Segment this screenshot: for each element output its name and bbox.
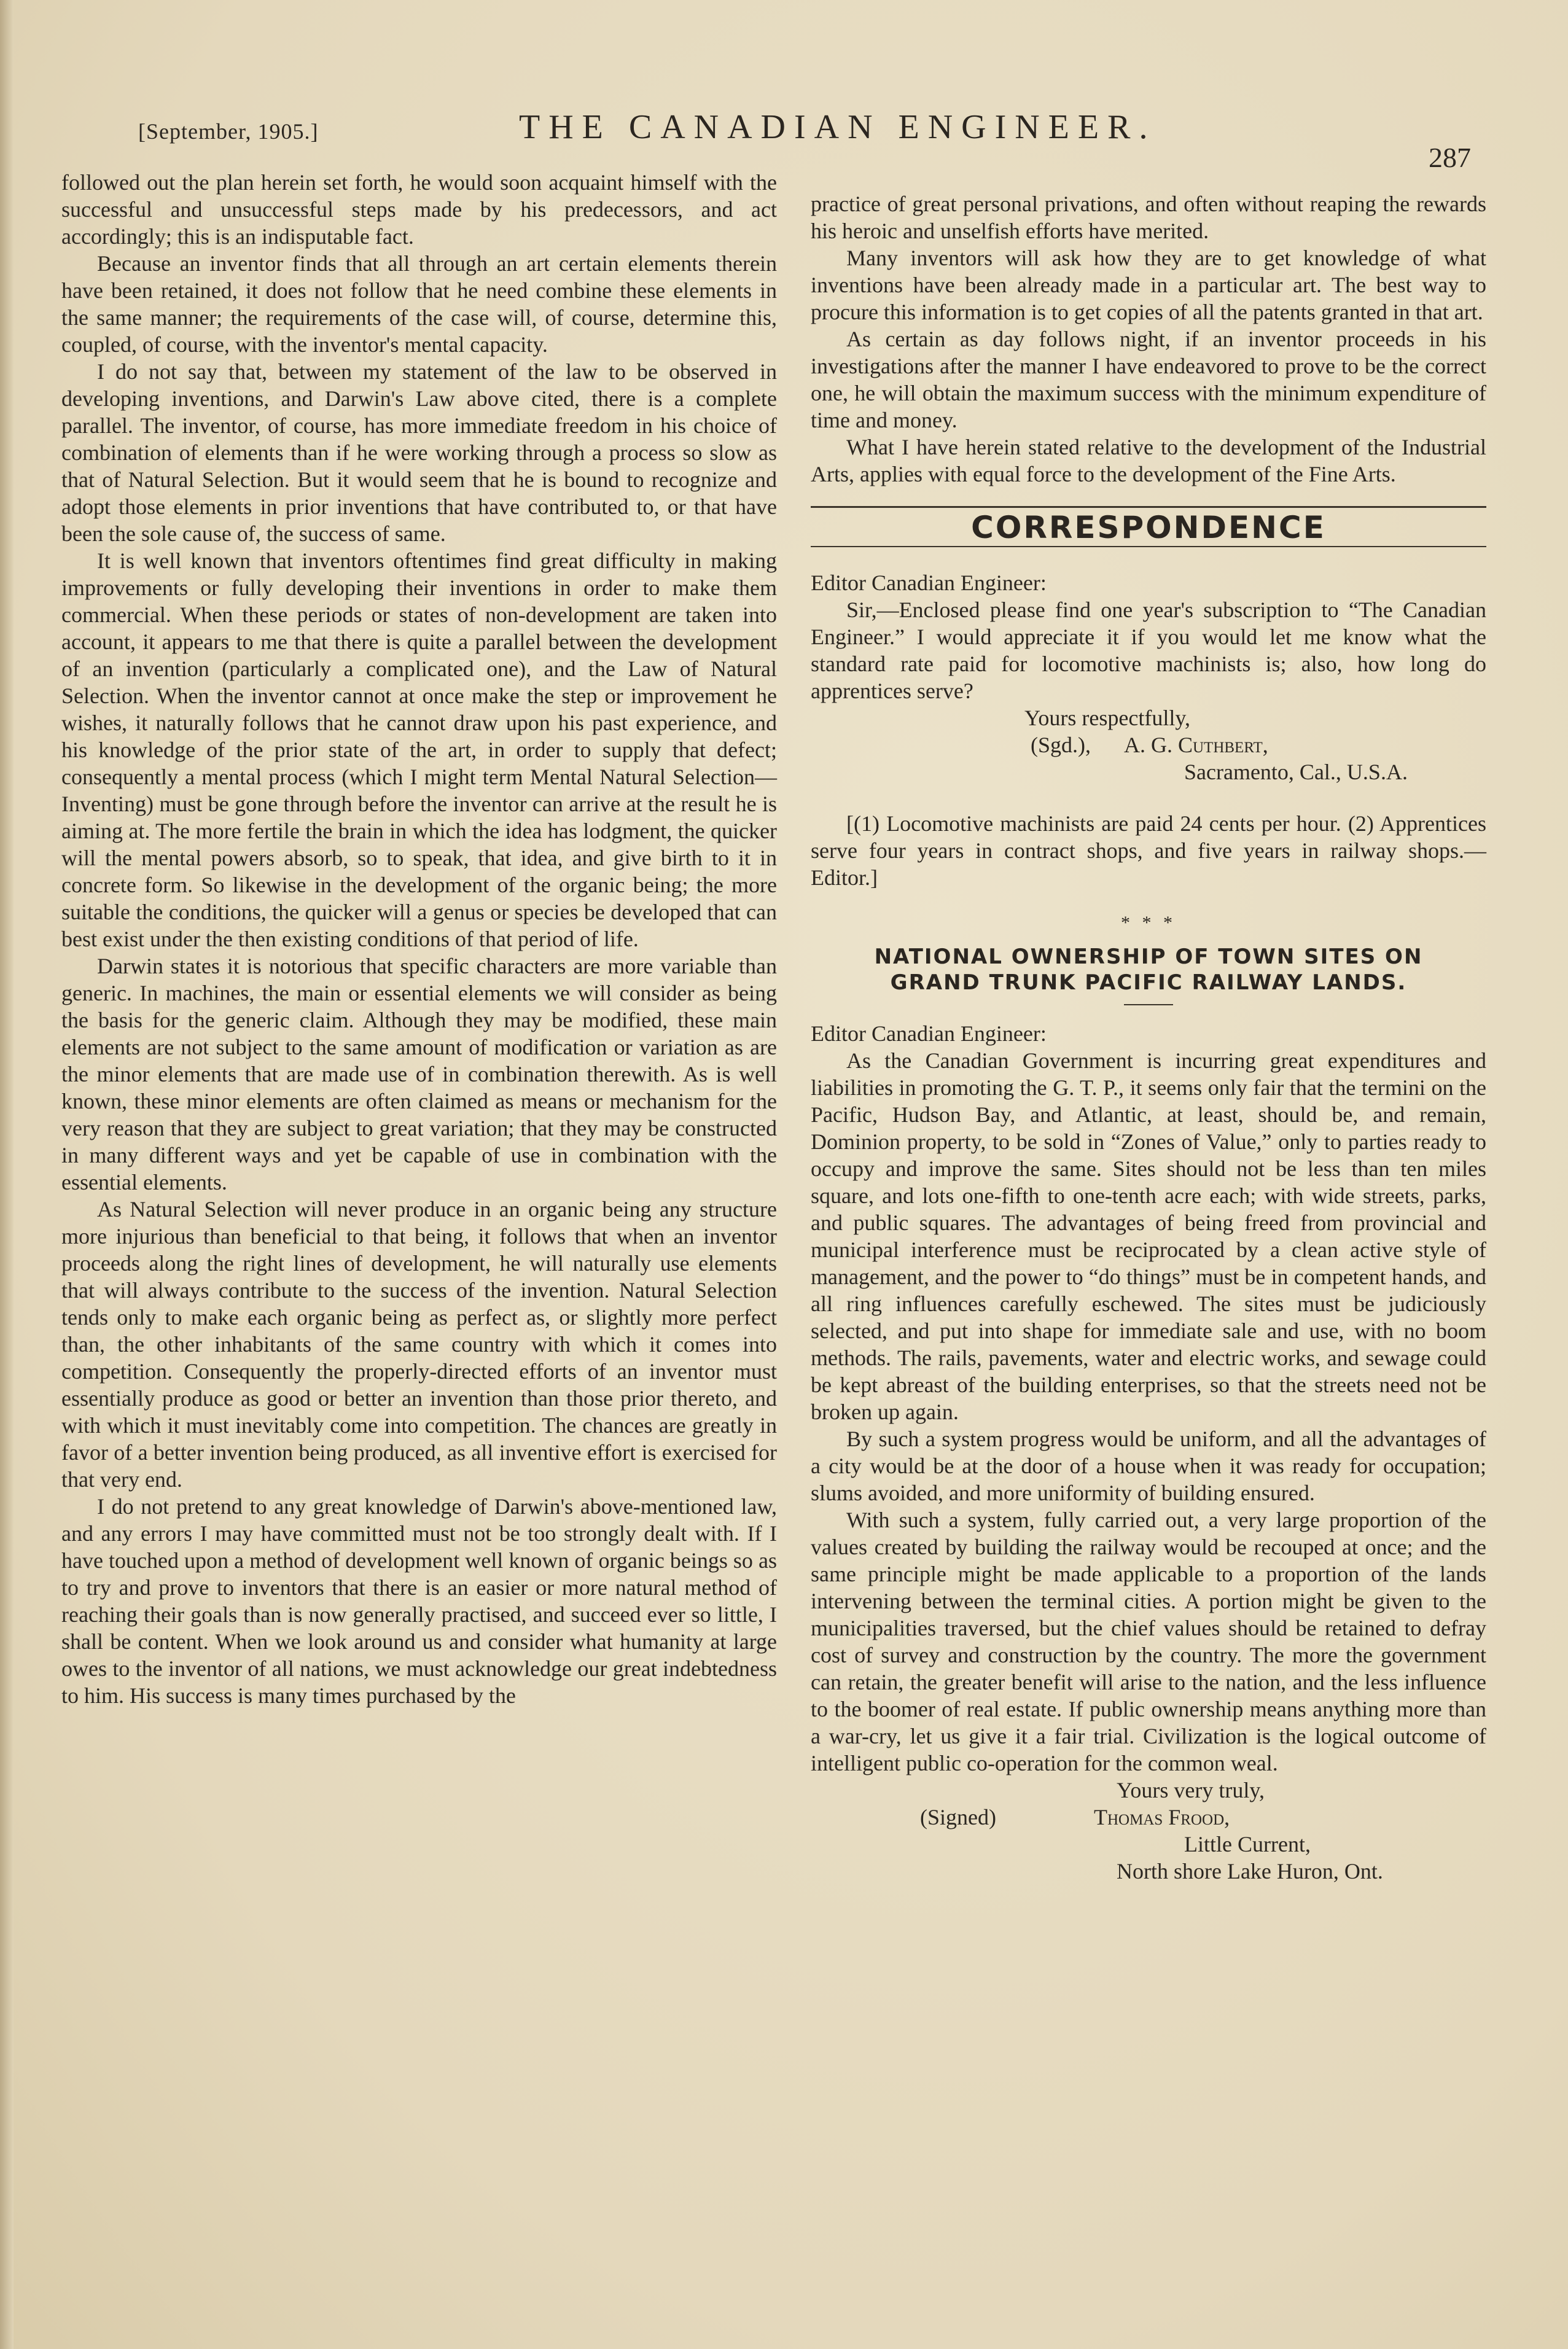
paragraph: Because an inventor finds that all through an art certain elements therein have been retained, it does not follow that he need combine these elements in the same manner; the requirements of the case will, of course, determine this, coupled, of course, with the inventor's mental capacity. [61, 251, 777, 357]
signed-label: (Signed) [920, 1805, 996, 1829]
letter-signature [811, 1804, 1486, 1831]
asterism-separator: * * * [1121, 913, 1176, 933]
signer-place: North shore Lake Huron, Ont. [1117, 1859, 1383, 1883]
signed-label: (Sgd.), [1031, 733, 1091, 757]
page-header [138, 107, 1489, 175]
paragraph: Many inventors will ask how they are to get knowledge of what inventions have been already made in a particular art. The best way to procure this information is to get copies of all the patents granted in that art. [811, 246, 1486, 324]
signer-name: Thomas Frood, [1093, 1805, 1230, 1829]
paragraph: practice of great personal privations, and often without reaping the rewards his heroic and unselfish efforts have merited. [811, 192, 1486, 243]
paragraph: By such a system progress would be uniform, and all the advantages of a city would be at the door of a house when it was ready for occupation; slums avoided, and more uniformity of building ensured. [811, 1427, 1486, 1505]
right-column [811, 190, 1486, 1885]
letter-salutation: Editor Canadian Engineer: [811, 571, 1047, 595]
editor-reply: [(1) Locomotive machinists are paid 24 cents per hour. (2) Apprentices serve four years in contract shops, and five years in railway shops.—Editor.] [811, 811, 1486, 890]
signer-place: Sacramento, Cal., U.S.A. [1184, 760, 1408, 784]
paragraph: As certain as day follows night, if an inventor proceeds in his investigations after the manner I have endeavored to prove to be the correct one, he will obtain the maximum success with the minimum expenditure of time and money. [811, 327, 1486, 432]
paragraph: I do not pretend to any great knowledge of Darwin's above-mentioned law, and any errors I may have committed must not be too strongly dealt with. If I have touched upon a method of development well known of organic beings so as to try and prove to inventors that there is an easier or more natural method of reaching their goals than is now generally practised, and succeed ever so little, I shall be content. When we look around us and consider what humanity at large owes to the inventor of all nations, we must acknowledge our great indebtedness to him. His success is many times purchased by the [61, 1494, 777, 1708]
signer-name: A. G. Cuthbert, [1124, 733, 1268, 757]
paragraph: Darwin states it is notorious that specific characters are more variable than generic. In machines, the main or essential elements we will consider as being the basis for the generic claim. Although they may be modified, these main elements are not subject to the same amount of modification or variation as are the minor elements that are made use of in combination therewith. As is well known, these minor elements are often claimed as means or mechanism for the very reason that they are subject to great variation; that they may be constructed in many different ways and yet be capable of use in combination with the essential elements. [61, 954, 777, 1194]
letter-salutation: Editor Canadian Engineer: [811, 1021, 1047, 1046]
page-number: 287 [1429, 142, 1471, 173]
section-divider [811, 506, 1486, 508]
spacer [811, 785, 1486, 810]
paragraph: As the Canadian Government is incurring great expenditures and liabilities in promoting the G. T. P., it seems only fair that the termini on the Pacific, Hudson Bay, and Atlantic, at least, should be, and remain, Dominion property, to be sold in “Zones of Value,” only to parties ready to occupy and improve the same. Sites should not be less than ten miles square, and lots one-fifth to one-tenth acre each; with wide streets, parks, and public squares. The advantages of being freed from provincial and municipal interference must be reciprocated by a clean active style of management, and the power to “do things” must be in competent hands, and all ring influences carefully eschewed. The sites must be judiciously selected, and put into shape for immediate sale and use, with no boom methods. The rails, pavements, water and electric works, and sewage could be kept abreast of the building enterprises, so that the streets need not be broken up again. [811, 1048, 1486, 1424]
issue-date: [September, 1905.] [138, 119, 319, 144]
paragraph: followed out the plan herein set forth, he would soon acquaint himself with the successful and unsuccessful steps made by his predecessors, and act accordingly; this is an indisputable fact. [61, 170, 777, 249]
paragraph: With such a system, fully carried out, a very large proportion of the values created by building the railway would be recouped at once; and the same principle might be made applicable to a proportion of the lands intervening between the terminal cities. A portion might be given to the municipalities traversed, but the chief values should be retained to defray cost of survey and construction by the country. The more the government can retain, the greater benefit will arise to the nation, and the less influence to the boomer of real estate. If public ownership means anything more than a war-cry, let us give it a fair trial. Civilization is the logical outcome of intelligent public co-operation for the common weal. [811, 1508, 1486, 1775]
article-title-line1: NATIONAL OWNERSHIP OF TOWN SITES ON [874, 945, 1423, 969]
paragraph: As Natural Selection will never produce in an organic being any structure more injurious than beneficial to that being, it follows that when an inventor proceeds along the right lines of development, he will naturally use elements that will always contribute to the success of the invention. Natural Selection tends only to make each organic being as perfect as, or slightly more perfect than, the other inhabitants of the same country with which it comes into competition. Consequently the properly-directed efforts of an inventor must essentially produce as good or better an invention than those prior thereto, and with which it must inevitably come into competition. The chances are greatly in favor of a better invention being produced, as all inventive effort is exercised for that very end. [61, 1197, 777, 1492]
paragraph: I do not say that, between my statement of the law to be observed in developing inventions, and Darwin's Law above cited, there is a complete parallel. The inventor, of course, has more immediate freedom in his choice of combination of elements than if he were working through a process so slow as that of Natural Selection. But it would seem that he is bound to recognize and adopt those elements in prior inventions that have contributed to, or that have been the sole cause of, the success of same. [61, 359, 777, 546]
paragraph: It is well known that inventors oftentimes find great difficulty in making improvements or fully developing their inventions in order to make them commercial. When these periods or states of non-development are taken into account, it appears to me that there is quite a parallel between the development of an invention (particularly a complicated one), and the Law of Natural Selection. When the inventor cannot at once make the step or improvement he wishes, it naturally follows that he cannot draw upon his past experience, and his knowledge of the prior state of the art, in order to supply that defect; consequently a mental process (which I might term Mental Natural Selection—Inventing) must be gone through before the inventor can arrive at the result he is aiming at. The more fertile the brain in which the idea has lodgment, the quicker will the mental powers absorb, so to speak, that idea, and give birth to it in concrete form. So likewise in the development of the organic being; the more suitable the conditions, the quicker will a genus or species be developed that can best exist under the then existing conditions of that period of life. [61, 548, 777, 951]
section-divider [811, 546, 1486, 547]
letter-signature [811, 731, 1486, 758]
left-column [61, 169, 777, 1709]
correspondence-heading: CORRESPONDENCE [971, 510, 1326, 545]
title-rule [1124, 1004, 1173, 1005]
letter-body: Sir,—Enclosed please find one year's subscription to “The Canadian Engineer.” I would appreciate it if you would let me know what the standard rate paid for locomotive machinists is; also, how long do apprentices serve? [811, 598, 1486, 703]
paragraph: What I have herein stated relative to the development of the Industrial Arts, applies with equal force to the development of the Fine Arts. [811, 435, 1486, 486]
signer-place: Little Current, [1184, 1832, 1311, 1856]
article-title-line2: GRAND TRUNK PACIFIC RAILWAY LANDS. [890, 970, 1407, 995]
letter-closing: Yours very truly, [1117, 1778, 1265, 1802]
journal-title: THE CANADIAN ENGINEER. [519, 108, 1156, 146]
letter-closing: Yours respectfully, [1024, 706, 1190, 730]
page-edge [0, 0, 14, 2349]
